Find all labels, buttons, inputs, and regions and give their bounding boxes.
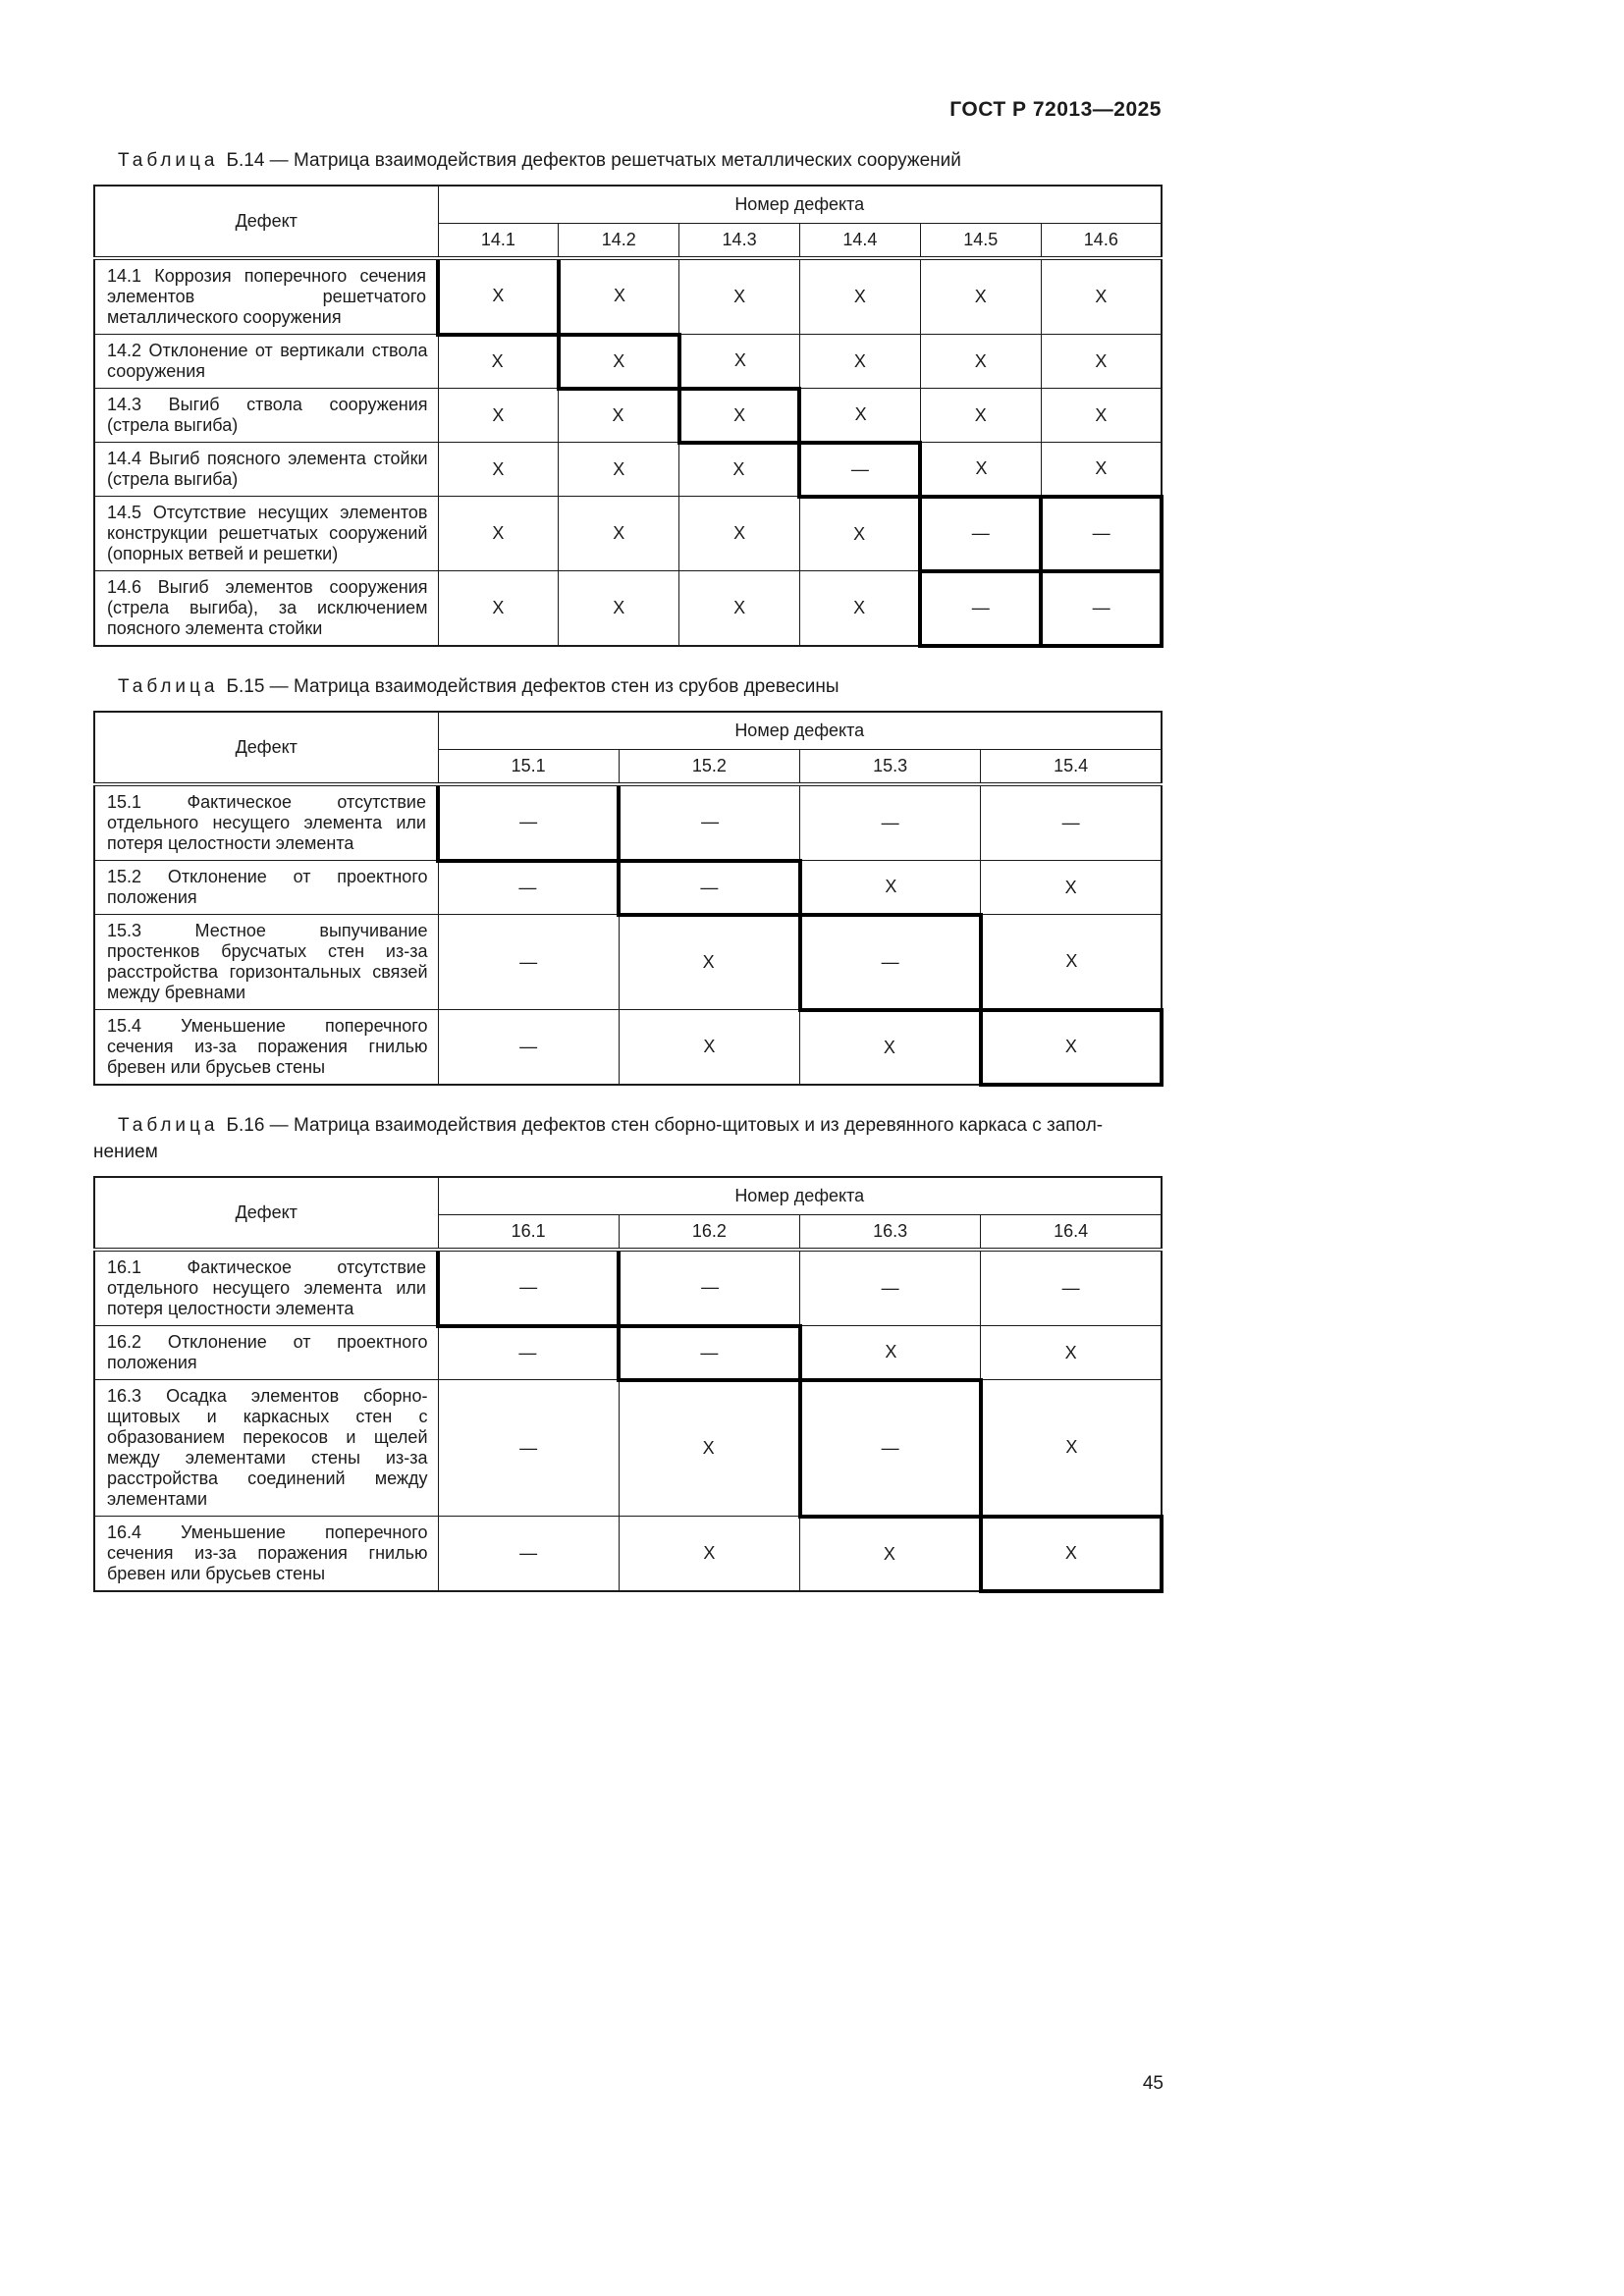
matrix-cell: Х <box>1041 389 1162 443</box>
defect-label: 15.2 Отклонение от проектного положения <box>94 861 438 915</box>
table-row <box>94 784 1162 861</box>
matrix-cell: Х <box>559 389 679 443</box>
matrix-cell: Х <box>799 497 920 571</box>
caption-text: Б.16 — Матрица взаимодействия дефектов стен сборно-щитовых и из деревянного каркаса с запол- <box>226 1115 1104 1136</box>
matrix-cell: — <box>438 1010 619 1086</box>
defect-label: 14.1 Коррозия поперечного сечения элементов решетчатого металлического сооружения <box>94 258 438 335</box>
matrix-cell: — <box>981 784 1162 861</box>
matrix-cell: Х <box>679 389 800 443</box>
table-b14-caption <box>93 0 1164 174</box>
table-row <box>94 443 1162 497</box>
column-header: 16.2 <box>619 1215 799 1251</box>
page-number: 45 <box>1142 2073 1164 2094</box>
matrix-cell: — <box>800 1380 981 1517</box>
column-header: 16.4 <box>981 1215 1162 1251</box>
table-header-row <box>94 712 1162 750</box>
matrix-cell: Х <box>920 389 1041 443</box>
table-row <box>94 1380 1162 1517</box>
matrix-cell: — <box>438 1326 619 1380</box>
matrix-cell: — <box>438 1517 619 1592</box>
matrix-cell: Х <box>679 443 800 497</box>
matrix-cell: Х <box>438 497 559 571</box>
defect-column-header: Дефект <box>94 712 438 784</box>
matrix-cell: Х <box>559 335 679 389</box>
matrix-cell: Х <box>559 258 679 335</box>
column-header: 14.1 <box>438 224 559 259</box>
content-column <box>93 0 1164 1619</box>
caption-text-line2: нением <box>93 1142 158 1162</box>
defect-column-header: Дефект <box>94 186 438 258</box>
matrix-cell: — <box>1041 571 1162 647</box>
column-header: 16.3 <box>800 1215 981 1251</box>
matrix-cell: — <box>619 1326 799 1380</box>
matrix-cell: Х <box>438 258 559 335</box>
matrix-cell: Х <box>619 1010 799 1086</box>
matrix-cell: — <box>920 571 1041 647</box>
table-b15-caption <box>93 673 1164 700</box>
caption-text: Б.15 — Матрица взаимодействия дефектов стен из срубов древесины <box>226 676 839 697</box>
table-header-row <box>94 186 1162 224</box>
matrix-cell: — <box>438 1380 619 1517</box>
defect-number-group-header: Номер дефекта <box>438 1177 1162 1215</box>
matrix-cell: Х <box>438 335 559 389</box>
table-row <box>94 861 1162 915</box>
matrix-cell: Х <box>1041 258 1162 335</box>
table-header-row <box>94 1177 1162 1215</box>
matrix-cell: Х <box>619 915 799 1010</box>
matrix-cell: — <box>800 915 981 1010</box>
column-header: 14.3 <box>679 224 800 259</box>
defect-label: 16.4 Уменьшение поперечного сечения из-за поражения гнилью бревен или брусьев стены <box>94 1517 438 1592</box>
table-row <box>94 1010 1162 1086</box>
matrix-cell: Х <box>559 497 679 571</box>
document-code-header: ГОСТ Р 72013—2025 <box>949 98 1162 121</box>
matrix-cell: Х <box>800 1326 981 1380</box>
column-header: 15.4 <box>981 750 1162 785</box>
caption-word: Таблица <box>118 1115 219 1136</box>
defect-label: 16.3 Осадка элементов сборно-щитовых и каркасных стен с образованием перекосов и щелей между элементами стены из-за расстройства соединений между элементами <box>94 1380 438 1517</box>
column-header: 14.2 <box>559 224 679 259</box>
table-b16-caption <box>93 1112 1164 1165</box>
matrix-cell: — <box>800 1250 981 1326</box>
matrix-cell: — <box>438 861 619 915</box>
defect-label: 14.3 Выгиб ствола сооружения (стрела выгиба) <box>94 389 438 443</box>
defect-number-group-header: Номер дефекта <box>438 712 1162 750</box>
table-row <box>94 389 1162 443</box>
matrix-cell: — <box>920 497 1041 571</box>
column-header: 15.3 <box>800 750 981 785</box>
matrix-cell: Х <box>619 1517 799 1592</box>
matrix-cell: Х <box>438 443 559 497</box>
matrix-cell: — <box>799 443 920 497</box>
matrix-cell: Х <box>619 1380 799 1517</box>
matrix-cell: Х <box>1041 335 1162 389</box>
matrix-cell: — <box>619 861 799 915</box>
matrix-cell: Х <box>559 571 679 647</box>
matrix-cell: — <box>619 1250 799 1326</box>
matrix-cell: Х <box>800 1010 981 1086</box>
table-row <box>94 497 1162 571</box>
matrix-cell: Х <box>799 258 920 335</box>
matrix-cell: Х <box>799 335 920 389</box>
matrix-cell: Х <box>920 443 1041 497</box>
table-row <box>94 258 1162 335</box>
table-b16 <box>93 1176 1164 1593</box>
defect-label: 15.4 Уменьшение поперечного сечения из-за поражения гнилью бревен или брусьев стены <box>94 1010 438 1086</box>
matrix-cell: Х <box>679 335 800 389</box>
matrix-cell: Х <box>559 443 679 497</box>
defect-number-group-header: Номер дефекта <box>438 186 1162 224</box>
table-row <box>94 915 1162 1010</box>
matrix-cell: Х <box>799 571 920 647</box>
matrix-cell: Х <box>679 497 800 571</box>
defect-label: 14.2 Отклонение от вертикали ствола сооружения <box>94 335 438 389</box>
matrix-cell: Х <box>920 335 1041 389</box>
matrix-cell: — <box>438 1250 619 1326</box>
column-header: 14.6 <box>1041 224 1162 259</box>
matrix-cell: Х <box>981 1326 1162 1380</box>
matrix-cell: Х <box>981 1517 1162 1592</box>
matrix-cell: — <box>800 784 981 861</box>
defect-label: 15.3 Местное выпучивание простенков брусчатых стен из-за расстройства горизонтальных связей между бревнами <box>94 915 438 1010</box>
column-header: 15.2 <box>619 750 799 785</box>
matrix-cell: Х <box>438 389 559 443</box>
matrix-cell: Х <box>920 258 1041 335</box>
column-header: 15.1 <box>438 750 619 785</box>
matrix-cell: — <box>981 1250 1162 1326</box>
table-b15 <box>93 711 1164 1087</box>
caption-word: Таблица <box>118 676 219 697</box>
matrix-cell: Х <box>800 861 981 915</box>
table-row <box>94 1250 1162 1326</box>
matrix-cell: — <box>438 915 619 1010</box>
column-header: 14.4 <box>799 224 920 259</box>
defect-label: 16.2 Отклонение от проектного положения <box>94 1326 438 1380</box>
matrix-cell: Х <box>800 1517 981 1592</box>
matrix-cell: — <box>438 784 619 861</box>
defect-label: 14.4 Выгиб поясного элемента стойки (стрела выгиба) <box>94 443 438 497</box>
defect-label: 14.6 Выгиб элементов сооружения (стрела выгиба), за исключением поясного элемента стойки <box>94 571 438 647</box>
table-row <box>94 1517 1162 1592</box>
defect-label: 16.1 Фактическое отсутствие отдельного несущего элемента или потеря целостности элемента <box>94 1250 438 1326</box>
caption-word: Таблица <box>118 150 219 171</box>
matrix-cell: — <box>619 784 799 861</box>
matrix-cell: Х <box>981 861 1162 915</box>
matrix-cell: Х <box>679 571 800 647</box>
defect-label: 15.1 Фактическое отсутствие отдельного несущего элемента или потеря целостности элемента <box>94 784 438 861</box>
caption-text: Б.14 — Матрица взаимодействия дефектов решетчатых металлических сооружений <box>226 150 961 171</box>
matrix-cell: Х <box>438 571 559 647</box>
matrix-cell: Х <box>981 1380 1162 1517</box>
table-row <box>94 1326 1162 1380</box>
matrix-cell: Х <box>799 389 920 443</box>
table-row <box>94 335 1162 389</box>
table-b14 <box>93 185 1164 648</box>
matrix-cell: Х <box>981 1010 1162 1086</box>
matrix-cell: Х <box>679 258 800 335</box>
column-header: 16.1 <box>438 1215 619 1251</box>
matrix-cell: Х <box>981 915 1162 1010</box>
column-header: 14.5 <box>920 224 1041 259</box>
defect-column-header: Дефект <box>94 1177 438 1250</box>
matrix-cell: Х <box>1041 443 1162 497</box>
defect-label: 14.5 Отсутствие несущих элементов конструкции решетчатых сооружений (опорных ветвей и решетки) <box>94 497 438 571</box>
matrix-cell: — <box>1041 497 1162 571</box>
table-row <box>94 571 1162 647</box>
